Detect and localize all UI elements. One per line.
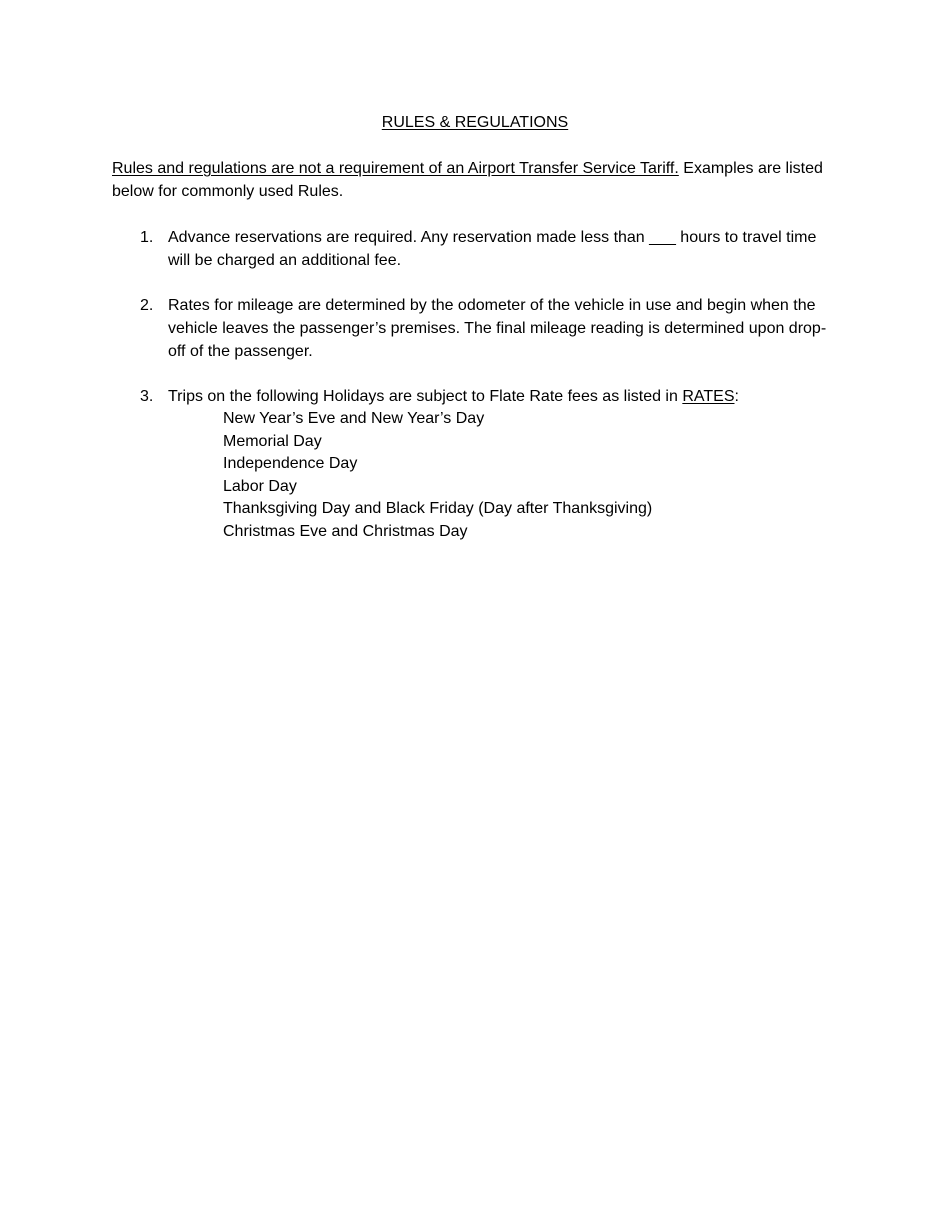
rule-text-3-before: Trips on the following Holidays are subject to Flate Rate fees as listed in [168,388,683,405]
holiday-list [223,408,652,544]
holiday-item: New Year’s Eve and New Year’s Day [223,410,485,427]
rule-text-3-after: : [734,388,739,405]
intro-paragraph [112,157,842,203]
holiday-item: Christmas Eve and Christmas Day [223,522,468,540]
page-title [0,112,950,134]
rule-item-1 [140,226,840,272]
holiday-item: Independence Day [223,455,358,473]
holiday-item: Memorial Day [223,432,322,450]
rule-text-3 [168,385,840,408]
holiday-item: Thanksgiving Day and Black Friday (Day after Thanksgiving) [223,500,653,518]
rule-text-1: Advance reservations are required. Any reservation made less than ___ hours to travel time will be charged an additional fee. [168,229,817,269]
rule-number-3: 3. [140,388,154,405]
intro-rest-text: Examples are listed below for commonly used Rules. [112,160,823,200]
rule-text-2: Rates for mileage are determined by the odometer of the vehicle in use and begin when the vehicle leaves the passenger’s premises. The final mileage reading is determined upon drop-off of the passenger. [168,297,827,360]
intro-underlined-text: Rules and regulations are not a requirement of an Airport Transfer Service Tariff. [112,160,679,177]
rule-item-2 [140,294,840,363]
rule-item-3 [140,385,840,408]
rule-number-2: 2. [140,297,154,314]
page-title-text: RULES & REGULATIONS [381,114,569,131]
rates-link[interactable]: RATES [682,388,735,405]
rule-number-1: 1. [140,229,154,246]
holiday-item: Labor Day [223,477,297,495]
